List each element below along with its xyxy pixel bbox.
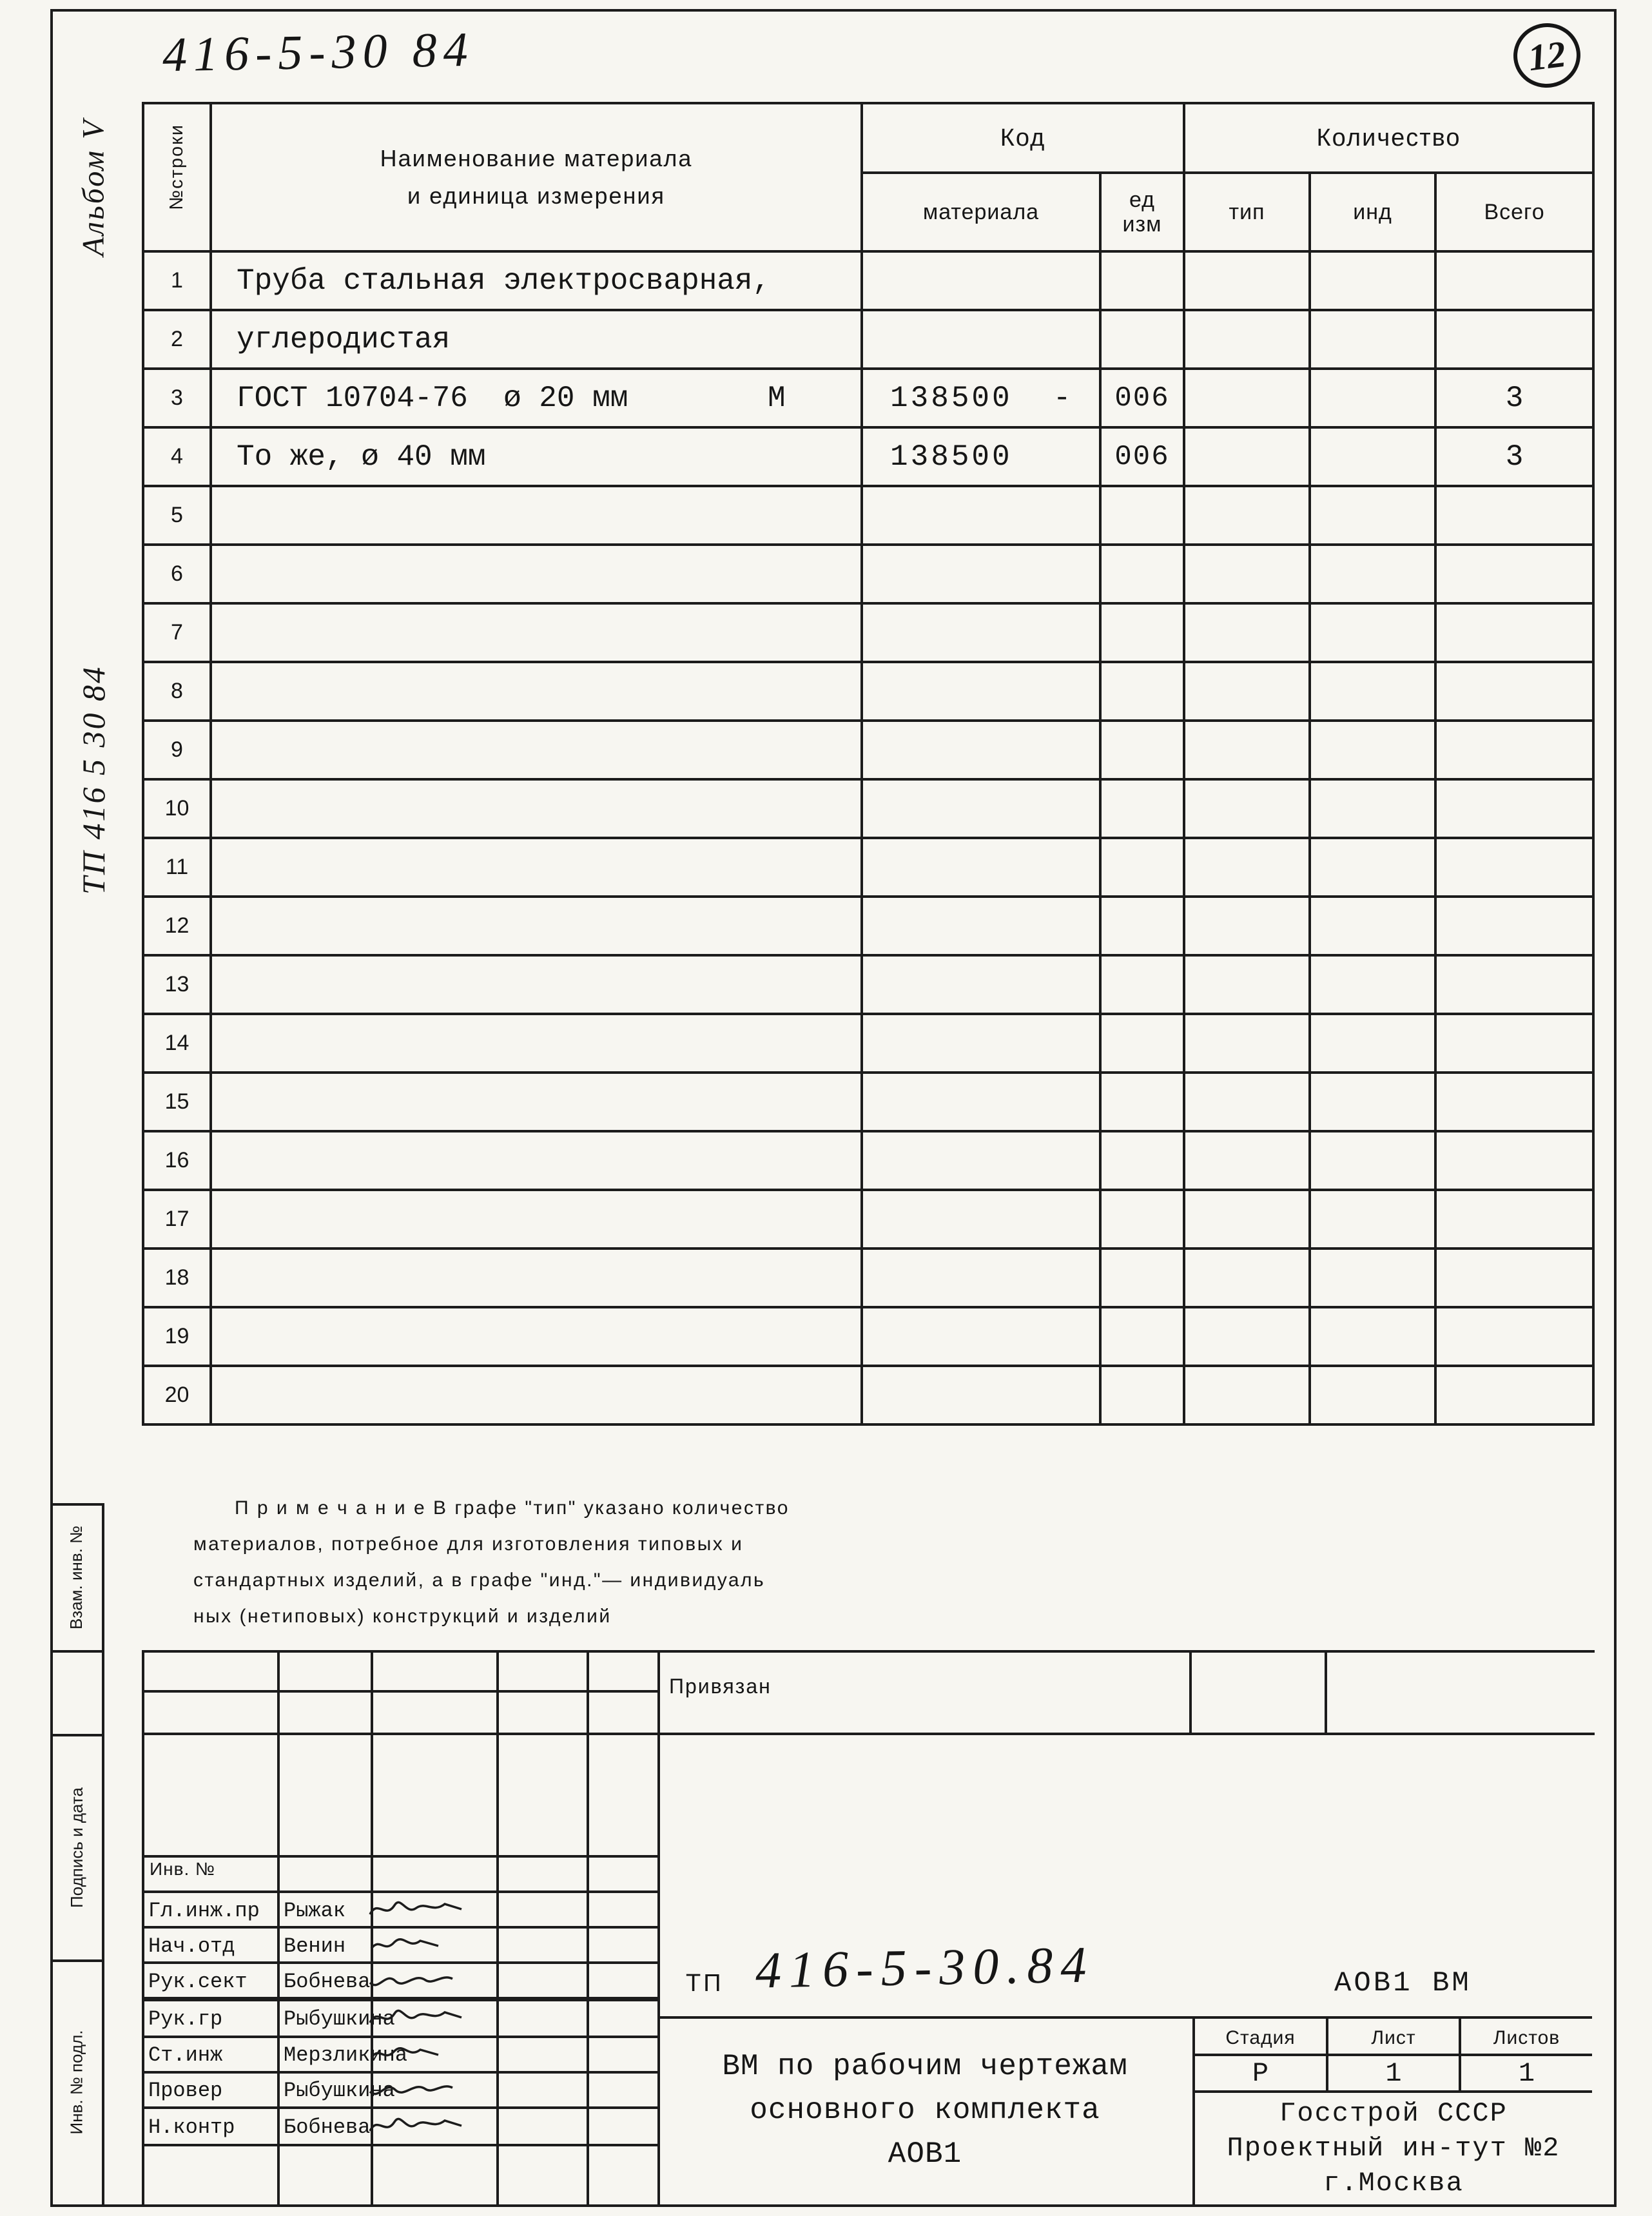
signature-name: Рыбушкина bbox=[284, 2007, 395, 2031]
material-code bbox=[862, 662, 1100, 721]
row-number: 13 bbox=[143, 955, 211, 1014]
unit-code bbox=[1100, 545, 1184, 603]
qty-ind bbox=[1310, 251, 1435, 310]
grid-line bbox=[1189, 1650, 1192, 1733]
qty-type bbox=[1184, 427, 1310, 486]
material-code bbox=[862, 486, 1100, 545]
signature-row bbox=[142, 1894, 657, 1927]
qty-type bbox=[1184, 1014, 1310, 1073]
unit-code bbox=[1100, 1190, 1184, 1249]
organization-line: Госстрой СССР bbox=[1279, 2098, 1508, 2129]
unit-code bbox=[1100, 486, 1184, 545]
signature-mark bbox=[366, 2113, 469, 2139]
material-code bbox=[862, 603, 1100, 662]
row-number: 18 bbox=[143, 1249, 211, 1307]
qty-type bbox=[1184, 545, 1310, 603]
table-row bbox=[143, 1190, 1593, 1249]
table-row bbox=[143, 545, 1593, 603]
unit-code bbox=[1100, 838, 1184, 897]
row-number: 7 bbox=[143, 603, 211, 662]
grid-line bbox=[1195, 2054, 1592, 2056]
unit-code bbox=[1100, 1307, 1184, 1366]
organization-line: г.Москва bbox=[1323, 2168, 1464, 2199]
signature-role: Рук.гр bbox=[148, 2007, 223, 2031]
material-name bbox=[211, 486, 862, 545]
col-header-unit-code bbox=[1100, 173, 1184, 251]
material-code bbox=[862, 1131, 1100, 1190]
qty-ind bbox=[1310, 955, 1435, 1014]
qty-type bbox=[1184, 251, 1310, 310]
signature-role: Н.контр bbox=[148, 2115, 235, 2139]
grid-line bbox=[142, 1890, 660, 1893]
qty-total bbox=[1435, 721, 1593, 779]
qty-type bbox=[1184, 603, 1310, 662]
note-paragraph bbox=[193, 1490, 812, 1635]
material-name bbox=[211, 897, 862, 955]
qty-type bbox=[1184, 897, 1310, 955]
stage-header: Стадия bbox=[1225, 2027, 1296, 2048]
material-code bbox=[862, 897, 1100, 955]
signature-name: Бобнева bbox=[284, 1969, 371, 1994]
unit-code bbox=[1100, 310, 1184, 369]
signature-role: Нач.отд bbox=[148, 1934, 235, 1958]
sheet-number: 12 bbox=[1526, 32, 1568, 79]
material-name: Труба стальная электросварная, bbox=[211, 251, 862, 310]
margin-vzam bbox=[52, 1506, 102, 1649]
inv-no-label: Инв. № bbox=[150, 1859, 216, 1879]
unit-code bbox=[1100, 603, 1184, 662]
vzam-inv-label: Взам. инв. № bbox=[66, 1525, 86, 1629]
note-line: стандартных изделий, а в графе "инд."— индивидуаль bbox=[193, 1570, 766, 1591]
note-line: материалов, потребное для изготовления типовых и bbox=[193, 1533, 744, 1555]
table-row bbox=[143, 486, 1593, 545]
material-name-text: ГОСТ 10704-76 ø 20 мм bbox=[237, 381, 628, 415]
signature-mark bbox=[366, 2041, 469, 2066]
row-number: 6 bbox=[143, 545, 211, 603]
unit-code bbox=[1100, 955, 1184, 1014]
unit-code-label-line1: ед bbox=[1129, 188, 1156, 212]
qty-ind bbox=[1310, 897, 1435, 955]
qty-ind bbox=[1310, 1131, 1435, 1190]
doc-description-line: основного комплекта bbox=[750, 2094, 1100, 2127]
material-name bbox=[211, 662, 862, 721]
qty-ind bbox=[1310, 721, 1435, 779]
materials-table-body bbox=[143, 251, 1593, 1424]
signature-name: Бобнева bbox=[284, 2115, 371, 2139]
qty-ind bbox=[1310, 838, 1435, 897]
qty-total bbox=[1435, 1366, 1593, 1424]
material-code bbox=[862, 1366, 1100, 1424]
qty-ind bbox=[1310, 1014, 1435, 1073]
signature-mark bbox=[366, 2076, 469, 2102]
doc-description-cell bbox=[657, 2016, 1192, 2204]
material-name bbox=[211, 955, 862, 1014]
grid-line bbox=[142, 1650, 1595, 1653]
qty-ind bbox=[1310, 369, 1435, 427]
col-header-type: тип bbox=[1184, 173, 1310, 251]
signature-mark bbox=[366, 1896, 469, 1922]
table-row bbox=[143, 427, 1593, 486]
material-code bbox=[862, 1014, 1100, 1073]
row-number: 8 bbox=[143, 662, 211, 721]
doc-code-row bbox=[657, 1934, 1592, 2015]
col-header-ind: инд bbox=[1310, 173, 1435, 251]
material-code bbox=[862, 1190, 1100, 1249]
material-name bbox=[211, 779, 862, 838]
row-number: 19 bbox=[143, 1307, 211, 1366]
unit-code-label-line2: изм bbox=[1122, 212, 1162, 237]
material-code: 138500 - bbox=[862, 369, 1100, 427]
materials-table-header bbox=[143, 103, 1593, 251]
project-label: ТП 416 5 30 84 bbox=[75, 665, 112, 895]
frame-bottom bbox=[50, 2204, 1617, 2207]
signature-role: Провер bbox=[148, 2078, 223, 2103]
qty-ind bbox=[1310, 779, 1435, 838]
sheet-value: 1 bbox=[1385, 2058, 1402, 2089]
material-code bbox=[862, 310, 1100, 369]
qty-type bbox=[1184, 779, 1310, 838]
grid-line bbox=[142, 2144, 660, 2146]
unit-code bbox=[1100, 897, 1184, 955]
row-number: 16 bbox=[143, 1131, 211, 1190]
material-name bbox=[211, 1190, 862, 1249]
doc-description-line: ВМ по рабочим чертежам bbox=[722, 2050, 1128, 2083]
unit-code: 006 bbox=[1100, 369, 1184, 427]
qty-type bbox=[1184, 662, 1310, 721]
col-group-code: Код bbox=[862, 103, 1184, 173]
qty-total bbox=[1435, 662, 1593, 721]
qty-total bbox=[1435, 897, 1593, 955]
margin-album bbox=[52, 90, 135, 284]
col-header-material-code: материала bbox=[862, 173, 1100, 251]
material-name-label-line2: и единица измерения bbox=[407, 182, 665, 209]
podpis-data-label: Подпись и дата bbox=[66, 1787, 86, 1908]
row-number: 17 bbox=[143, 1190, 211, 1249]
material-code bbox=[862, 1307, 1100, 1366]
note-line: ных (нетиповых) конструкций и изделий bbox=[193, 1606, 612, 1627]
signature-row bbox=[142, 2074, 657, 2107]
doc-set-label: АОВ1 ВМ bbox=[1334, 1967, 1472, 1999]
material-code bbox=[862, 721, 1100, 779]
table-row bbox=[143, 1073, 1593, 1131]
grid-line bbox=[1325, 1650, 1327, 1733]
row-number: 14 bbox=[143, 1014, 211, 1073]
unit-code bbox=[1100, 1014, 1184, 1073]
qty-type bbox=[1184, 1131, 1310, 1190]
materials-table bbox=[142, 102, 1595, 1426]
qty-total bbox=[1435, 486, 1593, 545]
margin-podpis bbox=[52, 1736, 102, 1958]
row-number: 20 bbox=[143, 1366, 211, 1424]
material-name: То же, ø 40 мм bbox=[211, 427, 862, 486]
signature-name: Рыбушкина bbox=[284, 2078, 395, 2103]
qty-ind bbox=[1310, 310, 1435, 369]
qty-ind bbox=[1310, 1366, 1435, 1424]
material-name bbox=[211, 1014, 862, 1073]
col-header-row-number bbox=[143, 103, 211, 251]
material-name bbox=[211, 1131, 862, 1190]
note-line: П р и м е ч а н и е В графе "тип" указано количество bbox=[235, 1497, 790, 1519]
material-name bbox=[211, 1073, 862, 1131]
row-number: 2 bbox=[143, 310, 211, 369]
material-code bbox=[862, 545, 1100, 603]
material-code bbox=[862, 838, 1100, 897]
table-row bbox=[143, 251, 1593, 310]
signature-role: Ст.инж bbox=[148, 2043, 223, 2067]
margin-project bbox=[52, 599, 135, 960]
row-number: 15 bbox=[143, 1073, 211, 1131]
table-row bbox=[143, 838, 1593, 897]
unit-code bbox=[1100, 662, 1184, 721]
unit-code bbox=[1100, 1366, 1184, 1424]
table-row bbox=[143, 1014, 1593, 1073]
qty-total bbox=[1435, 838, 1593, 897]
handwritten-doc-code: 416-5-30 84 bbox=[162, 22, 475, 83]
material-code bbox=[862, 1073, 1100, 1131]
table-row bbox=[143, 1307, 1593, 1366]
qty-total bbox=[1435, 1073, 1593, 1131]
qty-ind bbox=[1310, 603, 1435, 662]
signature-name: Венин bbox=[284, 1934, 346, 1958]
signature-row bbox=[142, 1965, 657, 1998]
table-row bbox=[143, 779, 1593, 838]
qty-type bbox=[1184, 955, 1310, 1014]
material-name bbox=[211, 838, 862, 897]
material-code: 138500 bbox=[862, 427, 1100, 486]
signature-mark bbox=[366, 1932, 469, 1958]
unit-code bbox=[1100, 779, 1184, 838]
table-row bbox=[143, 310, 1593, 369]
unit-code bbox=[1100, 251, 1184, 310]
material-name bbox=[211, 1307, 862, 1366]
qty-ind bbox=[1310, 1307, 1435, 1366]
material-name bbox=[211, 545, 862, 603]
unit-code bbox=[1100, 1249, 1184, 1307]
qty-ind bbox=[1310, 1249, 1435, 1307]
material-code bbox=[862, 1249, 1100, 1307]
row-number-vertical-label: №строки bbox=[166, 123, 187, 210]
qty-type bbox=[1184, 838, 1310, 897]
col-header-total: Всего bbox=[1435, 173, 1593, 251]
frame-top bbox=[50, 9, 1617, 12]
signature-role: Рук.сект bbox=[148, 1969, 248, 1994]
doc-description-line: АОВ1 bbox=[888, 2137, 962, 2171]
album-label: Альбом V bbox=[76, 118, 111, 256]
qty-type bbox=[1184, 1249, 1310, 1307]
unit-code: 006 bbox=[1100, 427, 1184, 486]
signature-row bbox=[142, 2038, 657, 2072]
qty-total bbox=[1435, 545, 1593, 603]
qty-type bbox=[1184, 310, 1310, 369]
signature-row bbox=[142, 2002, 657, 2036]
inv-podl-label: Инв. № подл. bbox=[66, 2030, 86, 2134]
material-name bbox=[211, 603, 862, 662]
row-number: 12 bbox=[143, 897, 211, 955]
material-code bbox=[862, 779, 1100, 838]
table-row bbox=[143, 1366, 1593, 1424]
frame-right bbox=[1614, 9, 1617, 2207]
qty-ind bbox=[1310, 486, 1435, 545]
material-name: углеродистая bbox=[211, 310, 862, 369]
qty-total bbox=[1435, 955, 1593, 1014]
qty-ind bbox=[1310, 662, 1435, 721]
signature-mark bbox=[366, 2005, 469, 2030]
stage-value: Р bbox=[1252, 2058, 1269, 2089]
unit-code bbox=[1100, 1073, 1184, 1131]
material-name bbox=[211, 721, 862, 779]
doc-code-handwritten: 416-5-30.84 bbox=[755, 1936, 1095, 1999]
privyazan-label: Привязан bbox=[669, 1675, 772, 1698]
qty-total bbox=[1435, 1014, 1593, 1073]
qty-ind bbox=[1310, 1073, 1435, 1131]
qty-total bbox=[1435, 1131, 1593, 1190]
qty-total bbox=[1435, 310, 1593, 369]
col-group-quantity: Количество bbox=[1184, 103, 1593, 173]
signature-name: Рыжак bbox=[284, 1898, 346, 1923]
qty-ind bbox=[1310, 1190, 1435, 1249]
qty-type bbox=[1184, 721, 1310, 779]
qty-type bbox=[1184, 369, 1310, 427]
table-row bbox=[143, 1249, 1593, 1307]
unit-of-measure: М bbox=[768, 381, 786, 415]
grid-line bbox=[142, 1733, 1595, 1735]
qty-total bbox=[1435, 1190, 1593, 1249]
signature-role: Гл.инж.пр bbox=[148, 1898, 260, 1923]
margin-tick bbox=[50, 1650, 104, 1653]
signature-name: Мерзликина bbox=[284, 2043, 408, 2067]
table-row bbox=[143, 369, 1593, 427]
margin-inv-podl bbox=[52, 1962, 102, 2202]
material-name bbox=[211, 1249, 862, 1307]
unit-code bbox=[1100, 1131, 1184, 1190]
row-number: 3 bbox=[143, 369, 211, 427]
margin-divider bbox=[102, 1503, 104, 2204]
row-number: 1 bbox=[143, 251, 211, 310]
qty-type bbox=[1184, 1073, 1310, 1131]
material-code bbox=[862, 251, 1100, 310]
grid-line bbox=[142, 1855, 660, 1858]
qty-type bbox=[1184, 1190, 1310, 1249]
row-number: 10 bbox=[143, 779, 211, 838]
table-row bbox=[143, 955, 1593, 1014]
material-name bbox=[211, 369, 862, 427]
qty-total bbox=[1435, 1307, 1593, 1366]
signature-row bbox=[142, 2110, 657, 2144]
table-row bbox=[143, 721, 1593, 779]
qty-type bbox=[1184, 1366, 1310, 1424]
qty-total bbox=[1435, 603, 1593, 662]
col-header-material-name bbox=[211, 103, 862, 251]
row-number: 11 bbox=[143, 838, 211, 897]
doc-prefix-label: ТП bbox=[686, 1970, 724, 1997]
qty-total bbox=[1435, 779, 1593, 838]
table-row bbox=[143, 603, 1593, 662]
qty-ind bbox=[1310, 545, 1435, 603]
organization-line: Проектный ин-тут №2 bbox=[1227, 2133, 1560, 2164]
grid-line bbox=[1195, 2090, 1592, 2093]
row-number: 5 bbox=[143, 486, 211, 545]
sheets-value: 1 bbox=[1518, 2058, 1535, 2089]
row-number: 4 bbox=[143, 427, 211, 486]
table-row bbox=[143, 897, 1593, 955]
organization-cell bbox=[1195, 2094, 1592, 2203]
sheet-header: Лист bbox=[1371, 2027, 1416, 2048]
signature-row bbox=[142, 1929, 657, 1963]
material-code bbox=[862, 955, 1100, 1014]
qty-type bbox=[1184, 1307, 1310, 1366]
qty-total bbox=[1435, 1249, 1593, 1307]
qty-ind bbox=[1310, 427, 1435, 486]
qty-total: 3 bbox=[1435, 369, 1593, 427]
table-row bbox=[143, 1131, 1593, 1190]
signature-mark bbox=[366, 1967, 469, 1993]
row-number: 9 bbox=[143, 721, 211, 779]
sheet-number-circle bbox=[1510, 19, 1584, 92]
qty-total: 3 bbox=[1435, 427, 1593, 486]
material-name bbox=[211, 1366, 862, 1424]
grid-line bbox=[142, 1690, 660, 1693]
table-row bbox=[143, 662, 1593, 721]
unit-code bbox=[1100, 721, 1184, 779]
sheets-header: Листов bbox=[1493, 2027, 1560, 2048]
qty-type bbox=[1184, 486, 1310, 545]
material-name-label-line1: Наименование материала bbox=[380, 145, 693, 171]
qty-total bbox=[1435, 251, 1593, 310]
